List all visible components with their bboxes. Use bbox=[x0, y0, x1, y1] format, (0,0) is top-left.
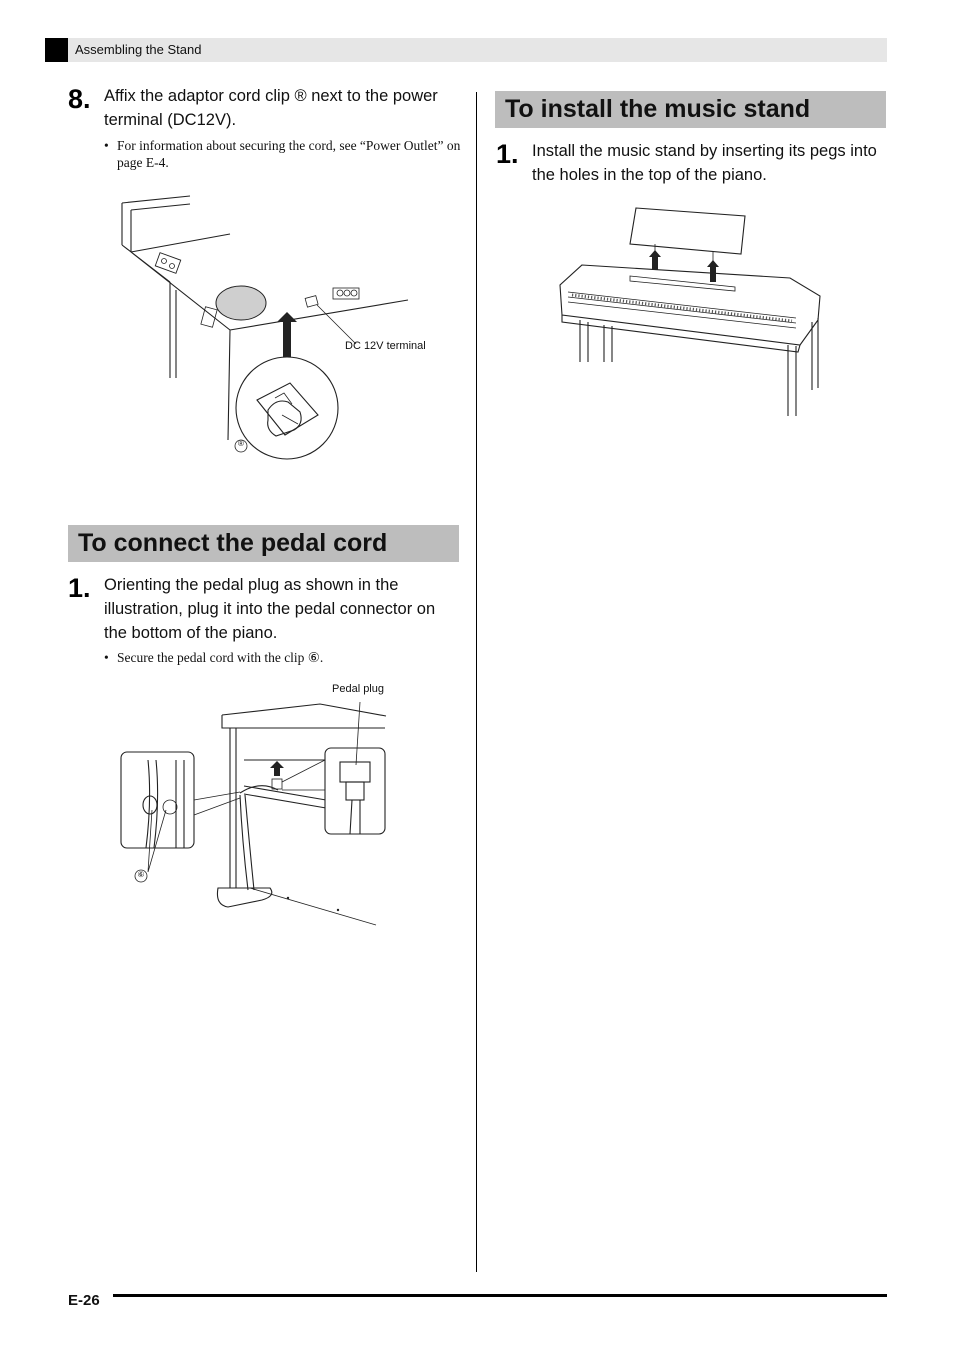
footer-rule bbox=[113, 1294, 887, 1297]
bullet-dot: • bbox=[104, 650, 109, 665]
dc12v-terminal-label: DC 12V terminal bbox=[345, 340, 426, 352]
clip-k-marker: ® bbox=[238, 439, 244, 448]
music-stand-step-1-number: 1. bbox=[496, 139, 519, 169]
section-title: Assembling the Stand bbox=[75, 42, 202, 57]
pedal-plug-label: Pedal plug bbox=[332, 683, 384, 695]
pedal-cord-heading: To connect the pedal cord bbox=[68, 525, 459, 562]
page-number: E-26 bbox=[68, 1292, 100, 1309]
pedal-step-1-number: 1. bbox=[68, 573, 91, 603]
bullet-dot: • bbox=[104, 138, 109, 153]
step-8-number: 8. bbox=[68, 84, 91, 114]
music-stand-heading: To install the music stand bbox=[495, 91, 886, 128]
pedal-step-1-text: Orienting the pedal plug as shown in the illustration, plug it into the pedal connector on the bottom of the piano. bbox=[104, 576, 436, 642]
step-8-bullet: For information about securing the cord, see “Power Outlet” on page E-4. bbox=[117, 138, 461, 170]
pedal-step-1-bullet: Secure the pedal cord with the clip ⑥. bbox=[117, 650, 324, 665]
step-8-text: Affix the adaptor cord clip ® next to the power terminal (DC12V). bbox=[104, 87, 438, 129]
clip-6-marker: ⑥ bbox=[137, 870, 145, 879]
music-stand-step-1-text: Install the music stand by inserting its pegs into the holes in the top of the piano. bbox=[532, 142, 877, 184]
